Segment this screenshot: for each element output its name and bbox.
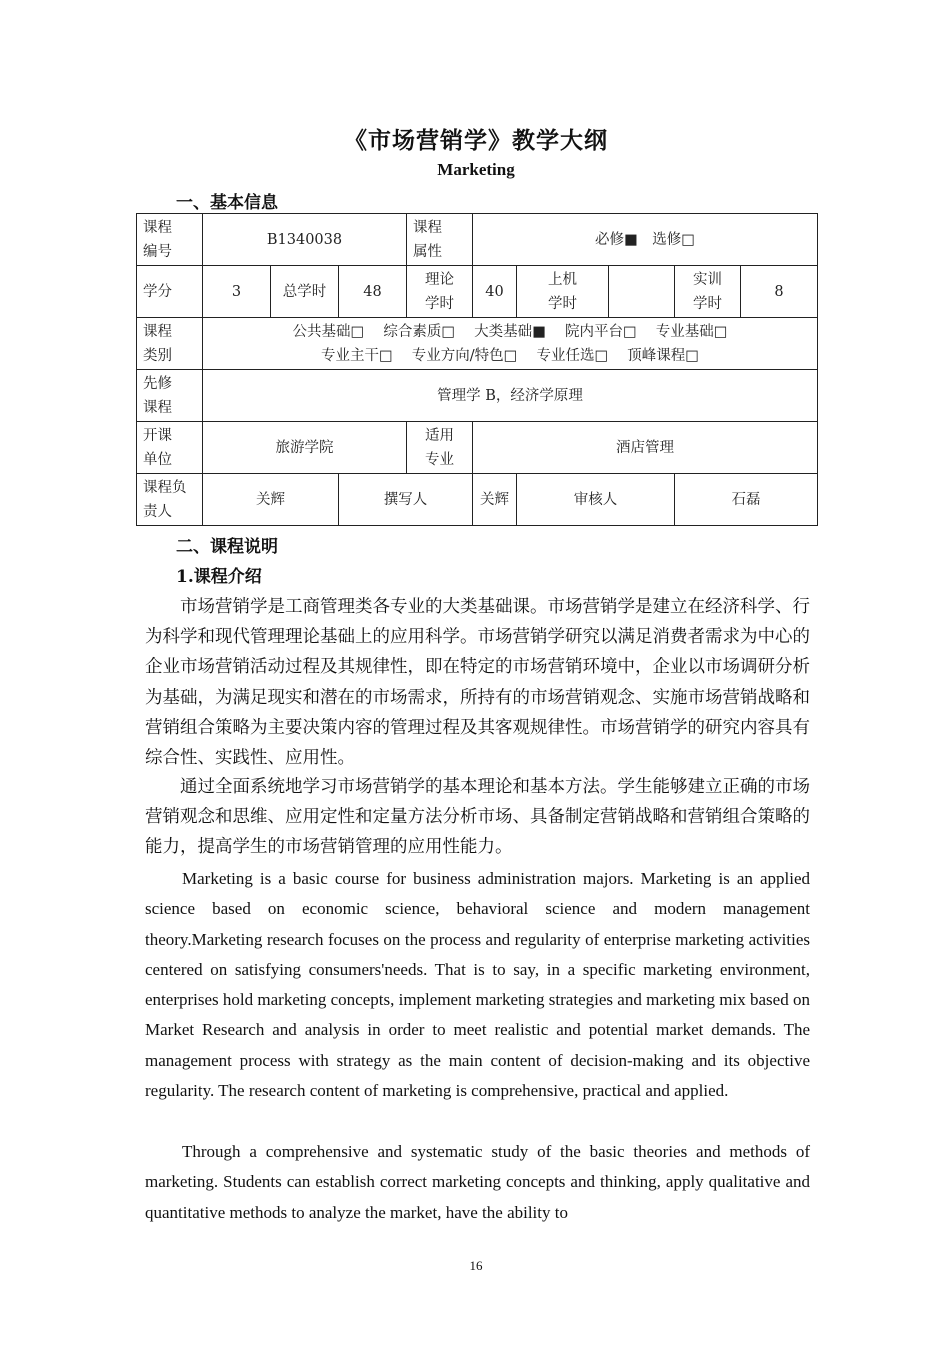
table-row (137, 214, 818, 266)
credit-value: 3 (203, 266, 271, 318)
category-line-2: 专业主干□ 专业方向/特色□ 专业任选□ 顶峰课程□ (320, 347, 699, 364)
reviewer-label: 审核人 (517, 474, 675, 526)
practice-hours-value: 8 (741, 266, 818, 318)
writer-label: 撰写人 (339, 474, 473, 526)
total-hours-label: 总学时 (271, 266, 339, 318)
table-row (137, 474, 818, 526)
table-row (137, 370, 818, 422)
paragraph-intro-en-1: Marketing is a basic course for business administration majors. Marketing is an applied science based on economic science, behavioral science and modern management theory.Marketing research focuses on the process and regularity of enterprise marketing activities centered on satisfying consumers'needs. That is to say, in a specific marketing environment, enterprises hold marketing concepts, implement marketing strategies and marketing mix based on Market Research and analysis in order to meet realistic and potential market demands. The management process with strategy as the main content of decision-making and its objective regularity. The research content of marketing is comprehensive, practical and applied. (145, 869, 810, 1101)
department-label: 开课 单位 (137, 422, 203, 474)
course-code-label: 课程 编号 (137, 214, 203, 266)
prerequisite-label: 先修 课程 (137, 370, 203, 422)
computer-hours-value (609, 266, 675, 318)
basic-info-table (136, 213, 818, 526)
page-title: 《市场营销学》教学大纲 (344, 127, 608, 154)
course-category-options (203, 318, 818, 370)
table-row (137, 266, 818, 318)
reviewer-value: 石磊 (675, 474, 818, 526)
paragraph-intro-cn-2: 通过全面系统地学习市场营销学的基本理论和基本方法。学生能够建立正确的市场营销观念和思维、应用定性和定量方法分析市场、具备制定营销战略和营销组合策略的能力，提高学生的市场营销管理的应用性能力。 (145, 777, 810, 858)
course-code-value: B1340038 (203, 214, 407, 266)
page-number: 16 (469, 1258, 483, 1273)
major-label: 适用 专业 (407, 422, 473, 474)
category-line-1: 公共基础□ 综合素质□ 大类基础■ 院内平台□ 专业基础□ (292, 323, 728, 340)
course-attr-value: 必修■ 选修□ (473, 214, 818, 266)
department-value: 旅游学院 (203, 422, 407, 474)
credit-label: 学分 (137, 266, 203, 318)
writer-value: 关辉 (473, 474, 517, 526)
table-row (137, 318, 818, 370)
paragraph-intro-cn-1: 市场营销学是工商管理类各专业的大类基础课。市场营销学是建立在经济科学、行为科学和现代管理理论基础上的应用科学。市场营销学研究以满足消费者需求为中心的企业市场营销活动过程及其规律性，即在特定的市场营销环境中，企业以市场调研分析为基础，为满足现实和潜在的市场需求，所持有的市场营销观念、实施市场营销战略和营销组合策略为主要决策内容的管理过程及其客观规律性。市场营销学的研究内容具有综合性、实践性、应用性。 (145, 597, 810, 769)
total-hours-value: 48 (339, 266, 407, 318)
major-value: 酒店管理 (473, 422, 818, 474)
table-row (137, 422, 818, 474)
page-subtitle: Marketing (437, 160, 515, 179)
section-heading-basic-info: 一、基本信息 (176, 193, 278, 213)
subsection-heading-intro: 1.课程介绍 (176, 567, 262, 587)
course-owner-label: 课程负 责人 (137, 474, 203, 526)
course-owner-value: 关辉 (203, 474, 339, 526)
paragraph-intro-en-2: Through a comprehensive and systematic study of the basic theories and methods of marketing. Students can establish correct marketing concepts and thinking, apply qualitative and quantitative methods to analyze the market, have the ability to (145, 1142, 810, 1222)
prerequisite-value: 管理学 B，经济学原理 (203, 370, 818, 422)
section-heading-course-description: 二、课程说明 (176, 537, 278, 557)
computer-hours-label: 上机 学时 (517, 266, 609, 318)
theory-hours-value: 40 (473, 266, 517, 318)
course-category-label: 课程 类别 (137, 318, 203, 370)
theory-hours-label: 理论 学时 (407, 266, 473, 318)
practice-hours-label: 实训 学时 (675, 266, 741, 318)
course-attr-label: 课程 属性 (407, 214, 473, 266)
